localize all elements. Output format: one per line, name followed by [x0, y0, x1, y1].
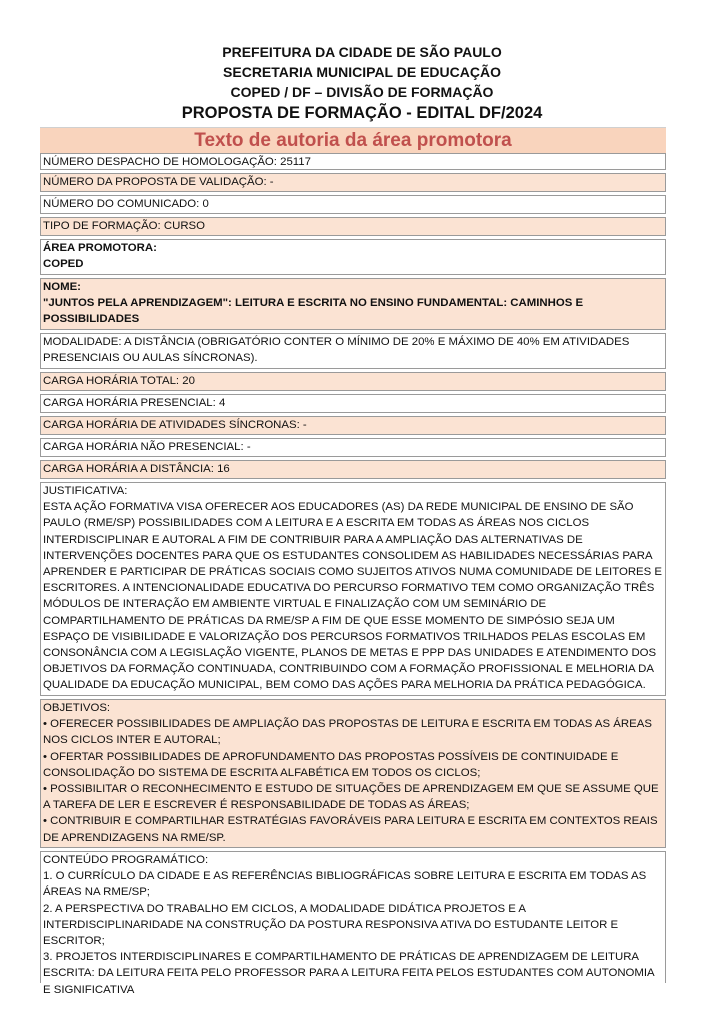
conteudo-item: 3. PROJETOS INTERDISCIPLINARES E COMPARTILHAMENTO DE PRÁTICAS DE APRENDIZAGEM DE LEITURA ESCRITA: DA LEITURA FEITA PELO PROFESSOR PARA A LEITURA FEITA PELOS ESTUDANTES COM AUTONOMIA E SIGNIFICATIVA — [43, 951, 655, 996]
conteudo-label: CONTEÚDO PROGRAMÁTICO: — [43, 854, 209, 866]
objetivo-item: • POSSIBILITAR O RECONHECIMENTO E ESTUDO DE SITUAÇÕES DE APRENDIZAGEM EM QUE SE ASSUME QUE A TAREFA DE LER E ESCREVER É RESPONSABILIDADE DE TODAS AS ÁREAS; — [43, 783, 659, 812]
objetivo-item: • OFERECER POSSIBILIDADES DE AMPLIAÇÃO DAS PROPOSTAS DE LEITURA E ESCRITA EM TODAS AS ÁREAS NOS CICLOS INTER E AUTORAL; — [43, 718, 652, 747]
field-carga-distancia: CARGA HORÁRIA A DISTÂNCIA: 16 — [40, 460, 666, 479]
objetivo-item: • OFERTAR POSSIBILIDADES DE APROFUNDAMENTO DAS PROPOSTAS POSSÍVEIS DE CONTINUIDADE E CONSOLIDAÇÃO DO SISTEMA DE ESCRITA ALFABÉTICA EM TODOS OS CICLOS; — [43, 750, 619, 779]
justificativa-label: JUSTIFICATIVA: — [43, 485, 128, 497]
area-promotora-value: COPED — [43, 258, 84, 271]
field-carga-presencial: CARGA HORÁRIA PRESENCIAL: 4 — [40, 394, 666, 413]
header-secretaria: SECRETARIA MUNICIPAL DE EDUCAÇÃO — [223, 64, 501, 80]
objetivos-label: OBJETIVOS: — [43, 702, 111, 714]
objetivo-item: • CONTRIBUIR E COMPARTILHAR ESTRATÉGIAS FAVORÁVEIS PARA LEITURA E ESCRITA EM CONTEXTOS REAIS DE APRENDIZAGENS NA RME/SP. — [43, 815, 658, 844]
proposal-form-table — [40, 153, 666, 996]
conteudo-item: 2. A PERSPECTIVA DO TRABALHO EM CICLOS, A MODALIDADE DIDÁTICA PROJETOS E A INTERDISCIPLINARIDADE NA CONSTRUÇÃO DA POSTURA RESPONSIVA ATIVA DO ESTUDANTE LEITOR E ESCRITOR; — [43, 902, 619, 948]
authorship-banner: Texto de autoria da área promotora — [40, 127, 666, 153]
nome-value: "JUNTOS PELA APRENDIZAGEM": LEITURA E ESCRITA NO ENSINO FUNDAMENTAL: CAMINHOS E POSSIBILIDADES — [43, 297, 584, 326]
field-carga-sincronas: CARGA HORÁRIA DE ATIVIDADES SÍNCRONAS: - — [40, 416, 666, 435]
field-area-promotora — [40, 239, 666, 275]
field-comunicado: NÚMERO DO COMUNICADO: 0 — [40, 195, 666, 214]
field-validacao: NÚMERO DA PROPOSTA DE VALIDAÇÃO: - — [40, 173, 666, 192]
field-justificativa — [40, 482, 666, 696]
field-conteudo-programatico — [40, 851, 666, 996]
field-tipo-formacao: TIPO DE FORMAÇÃO: CURSO — [40, 217, 666, 236]
conteudo-item: 1. O CURRÍCULO DA CIDADE E AS REFERÊNCIAS BIBLIOGRÁFICAS SOBRE LEITURA E ESCRITA EM TODAS AS ÁREAS NA RME/SP; — [43, 870, 647, 899]
document-header — [0, 42, 724, 124]
field-carga-total: CARGA HORÁRIA TOTAL: 20 — [40, 372, 666, 391]
field-nome — [40, 278, 666, 330]
field-despacho: NÚMERO DESPACHO DE HOMOLOGAÇÃO: 25117 — [40, 153, 666, 170]
field-modalidade: MODALIDADE: A DISTÂNCIA (OBRIGATÓRIO CONTER O MÍNIMO DE 20% E MÁXIMO DE 40% EM ATIVIDADES PRESENCIAIS OU AULAS SÍNCRONAS). — [40, 333, 666, 369]
nome-label: NOME: — [43, 281, 81, 293]
header-proposta-title: PROPOSTA DE FORMAÇÃO - EDITAL DF/2024 — [181, 104, 543, 122]
field-carga-nao-presencial: CARGA HORÁRIA NÃO PRESENCIAL: - — [40, 438, 666, 457]
header-prefeitura: PREFEITURA DA CIDADE DE SÃO PAULO — [222, 44, 502, 60]
area-promotora-label: ÁREA PROMOTORA: — [43, 242, 157, 254]
field-objetivos — [40, 699, 666, 848]
justificativa-text: ESTA AÇÃO FORMATIVA VISA OFERECER AOS EDUCADORES (AS) DA REDE MUNICIPAL DE ENSINO DE SÃO PAULO (RME/SP) POSSIBILIDADES COM A LEITURA E A ESCRITA EM TODAS AS ÁREAS NOS CICLOS INTERDISCIPLINAR E AUTORAL A FIM DE CONTRIBUIR PARA A AMPLIAÇÃO DAS ALTERNATIVAS DE INTERVENÇÕES DOCENTES PARA QUE OS ESTUDANTES CONSOLIDEM AS HABILIDADES NECESSÁRIAS PARA APRENDER E PARTICIPAR DE PRÁTICAS SOCIAIS COMO SUJEITOS ATIVOS NUMA COMUNIDADE DE LEITORES E ESCRITORES. A INTENCIONALIDADE EDUCATIVA DO PERCURSO FORMATIVO TEM COMO ORGANIZAÇÃO TRÊS MÓDULOS DE INTERAÇÃO EM AMBIENTE VIRTUAL E FINALIZAÇÃO COM UM SEMINÁRIO DE COMPARTILHAMENTO DE PRÁTICAS DA RME/SP A FIM DE QUE ESSE MOMENTO DE SIMPÓSIO SEJA UM ESPAÇO DE VISIBILIDADE E VALORIZAÇÃO DOS PERCURSOS FORMATIVOS TRILHADOS PELAS ESCOLAS EM CONSONÂNCIA COM A LEGISLAÇÃO VIGENTE, PLANOS DE METAS E PPP DAS UNIDADES E ATENDIMENTO DOS OBJETIVOS DA FORMAÇÃO CONTINUADA, CONTRIBUINDO COM A FORMAÇÃO PROFISSIONAL E MELHORIA DA QUALIDADE DA EDUCAÇÃO MUNICIPAL, BEM COMO DAS AÇÕES PARA MELHORIA DA PRÁTICA PEDAGÓGICA. — [43, 501, 663, 692]
header-divisao: COPED / DF – DIVISÃO DE FORMAÇÃO — [230, 84, 494, 100]
